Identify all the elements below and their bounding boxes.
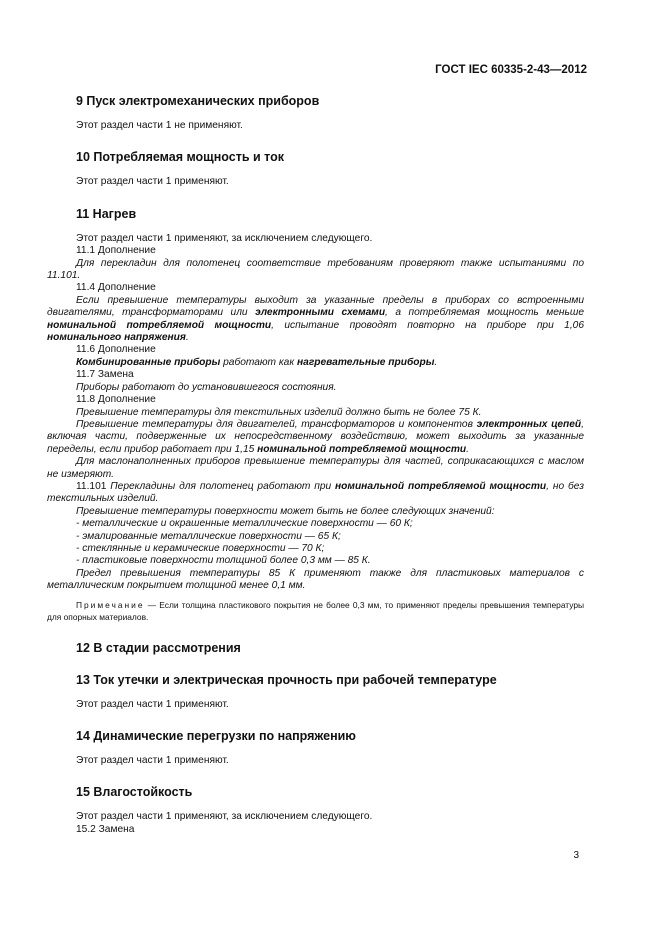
section-15-text: Этот раздел части 1 применяют, за исключением следующего. bbox=[76, 811, 373, 823]
section-9-text: Этот раздел части 1 не применяют. bbox=[76, 120, 243, 131]
clause-11-101-text-3: Предел превышения температуры 85 К применяют также для пластиковых материалов с металлическим покрытием толщиной менее 0,1 мм. bbox=[47, 567, 584, 592]
note-label: Примечание bbox=[76, 599, 145, 610]
text-run: Если превышение температуры выходит за указанные пределы в приборах со встроенными двигателями, трансформаторами или bbox=[47, 294, 584, 319]
section-14-title: 14 Динамические перегрузки по напряжению bbox=[76, 729, 356, 743]
list-item: - пластиковые поверхности толщиной более 0,3 мм — 85 К. bbox=[76, 555, 584, 567]
section-10-text: Этот раздел части 1 применяют. bbox=[76, 176, 229, 188]
clause-15-2: 15.2 Замена bbox=[76, 823, 135, 835]
text-run: , включая части, подверженные их непосредственному воздействию, может выходить за указанные переделы, если прибор работает при 1,15 bbox=[47, 418, 584, 455]
clause-11-7-text: Приборы работают до установившегося состояния. bbox=[76, 381, 337, 393]
term-electronic-circuits: электронных цепей bbox=[476, 418, 582, 430]
clause-11-1-text: Для перекладин для полотенец соответствие требованиям проверяют также испытаниями по 11.101. bbox=[47, 257, 584, 282]
text-run: . bbox=[466, 443, 469, 455]
clause-11-101-text bbox=[47, 481, 584, 506]
clause-11-4: 11.4 Дополнение bbox=[76, 282, 156, 294]
term-rated-power-input: номинальной потребляемой мощности bbox=[335, 480, 547, 492]
text-run: . bbox=[434, 356, 438, 368]
section-10-title: 10 Потребляемая мощность и ток bbox=[76, 150, 284, 165]
clause-11-8: 11.8 Дополнение bbox=[76, 394, 156, 406]
clause-11-8-text-2 bbox=[47, 419, 584, 456]
note-text: — Если толщина пластикового покрытия не более 0,3 мм, то применяют пределы превышения температуры для опорных материалов. bbox=[47, 599, 584, 622]
page-content bbox=[47, 94, 584, 836]
section-13-text: Этот раздел части 1 применяют. bbox=[76, 698, 229, 710]
limits-list bbox=[47, 518, 584, 568]
clause-11-6: 11.6 Дополнение bbox=[76, 344, 156, 356]
standard-header: ГОСТ IEC 60335-2-43—2012 bbox=[435, 64, 587, 76]
section-12-title: 12 В стадии рассмотрения bbox=[76, 640, 241, 655]
note bbox=[47, 599, 584, 623]
section-9-title: 9 Пуск электромеханических приборов bbox=[76, 94, 320, 108]
clause-11-4-text bbox=[47, 295, 584, 345]
text-run: Перекладины для полотенец работают при bbox=[110, 480, 336, 492]
clause-11-6-text bbox=[47, 357, 584, 369]
section-14-text: Этот раздел части 1 применяют. bbox=[76, 755, 229, 766]
text-run: , а потребляемая мощность меньше bbox=[385, 307, 584, 319]
term-heating-appliances: нагревательные приборы bbox=[297, 356, 435, 368]
term-rated-voltage: номинального напряжения bbox=[47, 332, 186, 344]
section-13-title: 13 Ток утечки и электрическая прочность при рабочей температуре bbox=[76, 672, 497, 687]
clause-11-101-text-2: Превышение температуры поверхности может быть не более следующих значений: bbox=[76, 505, 495, 517]
text-run: . bbox=[185, 332, 189, 344]
list-item: - металлические и окрашенные металлические поверхности — 60 К; bbox=[76, 518, 584, 530]
clause-number: 11.101 bbox=[76, 480, 111, 492]
clause-11-1: 11.1 Дополнение bbox=[76, 245, 156, 257]
section-11-title: 11 Нагрев bbox=[76, 206, 137, 221]
section-11-intro: Этот раздел части 1 применяют, за исключением следующего. bbox=[76, 232, 373, 244]
text-run: , но без текстильных изделий. bbox=[47, 480, 585, 505]
term-rated-power-input: номинальной потребляемой мощности bbox=[257, 443, 467, 455]
text-run: Превышение температуры для двигателей, трансформаторов и компонентов bbox=[76, 418, 477, 430]
text-run: , испытание проводят повторно на приборе при 1,06 bbox=[271, 319, 584, 331]
list-item: - стеклянные и керамические поверхности — 70 К; bbox=[76, 543, 584, 555]
clause-11-7: 11.7 Замена bbox=[76, 369, 134, 381]
term-electronic-circuits: электронными схемами bbox=[255, 307, 386, 319]
clause-11-8-text-3: Для маслонаполненных приборов превышение температуры для частей, соприкасающихся с маслом не измеряют. bbox=[47, 456, 584, 480]
clause-11-8-text-1: Превышение температуры для текстильных изделий должно быть не более 75 К. bbox=[76, 406, 482, 418]
list-item: - эмалированные металлические поверхности — 65 К; bbox=[76, 531, 584, 543]
section-15-title: 15 Влагостойкость bbox=[76, 785, 193, 800]
page-number: 3 bbox=[573, 850, 579, 861]
text-run: работают как bbox=[220, 356, 297, 368]
term-combined-appliances: Комбинированные приборы bbox=[76, 356, 221, 368]
term-rated-power-input: номинальной потребляемой мощности bbox=[47, 319, 272, 331]
